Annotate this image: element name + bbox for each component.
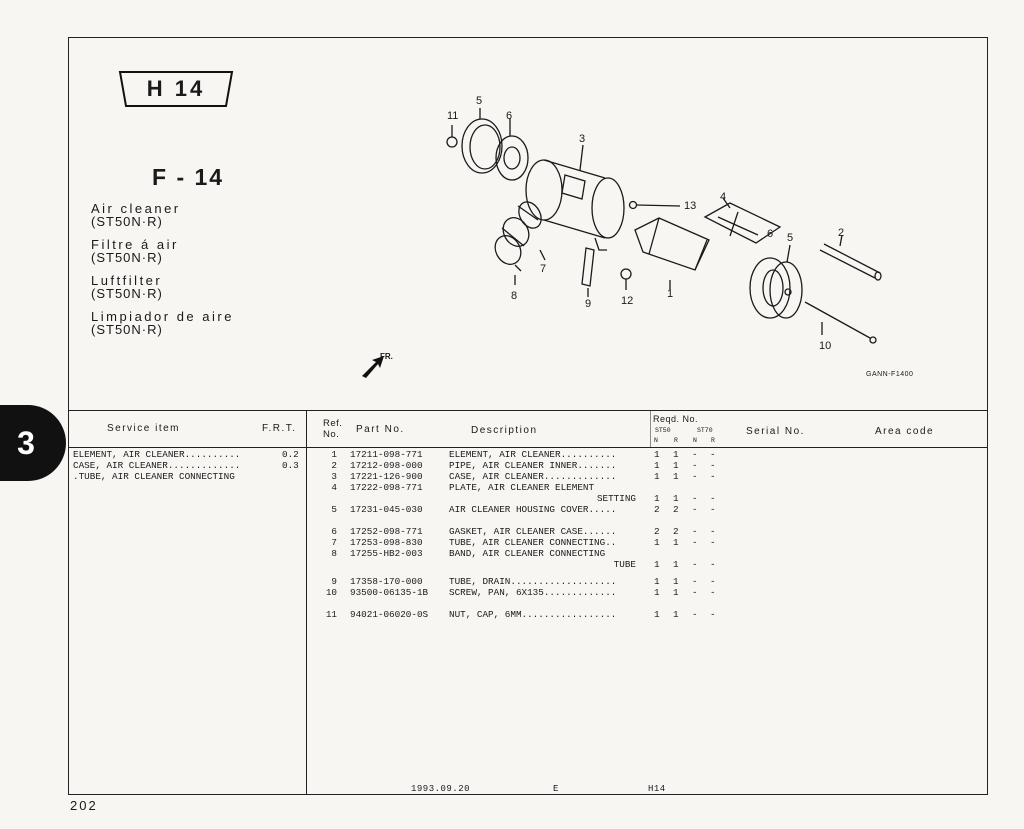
part-ref: 9 — [331, 576, 337, 587]
part-st50-n: 1 — [654, 587, 660, 598]
part-part-no: 93500-06135-1B — [350, 587, 429, 598]
part-2-pipe — [820, 235, 881, 280]
part-ref: 10 — [325, 587, 337, 598]
footer-code: H14 — [648, 784, 666, 794]
callout-1: 1 — [667, 288, 674, 300]
part-st50-r: 1 — [673, 609, 679, 620]
part-part-no: 17231-045-030 — [350, 504, 423, 515]
part-part-no: 17358-170-000 — [350, 576, 423, 587]
part-st50-r: 2 — [673, 526, 679, 537]
part-st50-r: 1 — [673, 493, 679, 504]
header-st50-n: N — [654, 437, 658, 444]
callout-13: 13 — [684, 200, 697, 212]
title-german: Luftfilter (ST50N·R) — [91, 273, 163, 301]
part-st70-n: - — [692, 609, 698, 620]
section-tab[interactable]: 3 — [0, 405, 66, 481]
header-serial-no: Serial No. — [746, 426, 805, 437]
leader-7 — [540, 250, 545, 260]
title-spanish: Limpiador de aire (ST50N·R) — [91, 309, 234, 337]
part-st50-r: 2 — [673, 504, 679, 515]
part-part-no: 17212-098-000 — [350, 460, 423, 471]
part-st70-n: - — [692, 526, 698, 537]
part-st70-r: - — [710, 537, 716, 548]
part-ref: 2 — [331, 460, 337, 471]
part-st70-r: - — [710, 576, 716, 587]
callout-3: 3 — [579, 133, 586, 145]
part-desc: NUT, CAP, 6MM................. — [449, 609, 617, 620]
callout-7: 7 — [540, 263, 547, 275]
part-st70-n: - — [692, 559, 698, 570]
part-ref: 1 — [331, 449, 337, 460]
part-st70-r: - — [710, 504, 716, 515]
part-st50-r: 1 — [673, 460, 679, 471]
part-desc: TUBE, DRAIN................... — [449, 576, 617, 587]
part-st70-r: - — [710, 449, 716, 460]
part-st70-r: - — [710, 493, 716, 504]
diagram-code: GANN-F1400 — [866, 371, 914, 378]
part-st50-n: 1 — [654, 493, 660, 504]
part-st70-r: - — [710, 526, 716, 537]
callout-12: 12 — [621, 295, 634, 307]
part-11-nut — [447, 125, 457, 147]
service-frt: 0.2 — [282, 449, 299, 460]
callout-11: 11 — [447, 110, 459, 122]
part-st70-r: - — [710, 471, 716, 482]
header-st50-r: R — [674, 437, 678, 444]
part-10-long-screw — [805, 302, 876, 343]
header-service-item: Service item — [107, 423, 181, 434]
part-st70-n: - — [692, 587, 698, 598]
figure-number: F - 14 — [152, 164, 225, 190]
service-item: CASE, AIR CLEANER............. — [73, 460, 241, 471]
part-st50-n: 1 — [654, 559, 660, 570]
part-st70-n: - — [692, 460, 698, 471]
part-st70-r: - — [710, 587, 716, 598]
part-st70-r: - — [710, 460, 716, 471]
callout-4: 4 — [720, 191, 727, 203]
part-12-nut — [621, 269, 631, 290]
part-part-no: 17221-126-900 — [350, 471, 423, 482]
part-st50-n: 1 — [654, 609, 660, 620]
part-part-no: 17252-098-771 — [350, 526, 423, 537]
part-7-connecting-tube — [498, 198, 546, 251]
part-ref: 11 — [325, 609, 337, 620]
part-part-no: 17255-HB2-003 — [350, 548, 423, 559]
callout-8: 8 — [511, 290, 518, 302]
table-top-rule — [68, 410, 988, 411]
part-6-gasket-left — [496, 118, 528, 180]
page-code: H 14 — [146, 76, 206, 101]
part-st50-n: 1 — [654, 471, 660, 482]
part-st50-n: 1 — [654, 460, 660, 471]
part-desc: PIPE, AIR CLEANER INNER....... — [449, 460, 617, 471]
part-st50-n: 1 — [654, 576, 660, 587]
part-st70-n: - — [692, 504, 698, 515]
part-st50-n: 2 — [654, 526, 660, 537]
part-st70-r: - — [710, 559, 716, 570]
footer-edition: E — [553, 784, 559, 794]
part-13-screw — [630, 202, 681, 209]
callout-6b: 6 — [767, 228, 774, 240]
part-desc-continued: SETTING — [596, 493, 636, 504]
part-st50-r: 1 — [673, 559, 679, 570]
part-part-no: 94021-06020-0S — [350, 609, 429, 620]
part-desc: TUBE, AIR CLEANER CONNECTING.. — [449, 537, 617, 548]
part-st50-n: 1 — [654, 449, 660, 460]
footer-date: 1993.09.20 — [411, 784, 471, 794]
part-desc-continued: TUBE — [613, 559, 636, 570]
callout-5b: 5 — [787, 232, 794, 244]
title-french: Filtre á air (ST50N·R) — [91, 237, 179, 265]
header-st70-r: R — [711, 437, 715, 444]
part-ref: 4 — [331, 482, 337, 493]
part-desc: ELEMENT, AIR CLEANER.......... — [449, 449, 617, 460]
part-desc: SCREW, PAN, 6X135............. — [449, 587, 617, 598]
header-part-no: Part No. — [356, 424, 405, 435]
part-9-drain-tube — [582, 248, 594, 297]
part-part-no: 17222-098-771 — [350, 482, 423, 493]
header-st50: ST50 — [655, 427, 671, 434]
callout-5a: 5 — [476, 95, 483, 107]
callout-9: 9 — [585, 298, 592, 310]
header-area-code: Area code — [875, 426, 935, 437]
title-english: Air cleaner (ST50N·R) — [91, 201, 181, 229]
part-part-no: 17211-098-771 — [350, 449, 423, 460]
part-desc: BAND, AIR CLEANER CONNECTING — [449, 548, 606, 559]
part-st50-r: 1 — [673, 576, 679, 587]
part-ref: 7 — [331, 537, 337, 548]
header-ref-no: Ref. No. — [323, 418, 343, 440]
part-st50-n: 1 — [654, 537, 660, 548]
part-st70-r: - — [710, 609, 716, 620]
page-number: 202 — [70, 798, 98, 813]
callout-10: 10 — [819, 340, 832, 352]
part-desc: GASKET, AIR CLEANER CASE...... — [449, 526, 617, 537]
part-desc: AIR CLEANER HOUSING COVER..... — [449, 504, 617, 515]
part-st70-n: - — [692, 537, 698, 548]
part-st50-n: 2 — [654, 504, 660, 515]
exploded-parts-diagram — [350, 90, 910, 360]
front-label: FR. — [380, 352, 393, 361]
part-part-no: 17253-098-830 — [350, 537, 423, 548]
title-block — [91, 202, 234, 336]
page-code-badge — [118, 70, 234, 108]
header-description: Description — [471, 425, 538, 436]
service-frt: 0.3 — [282, 460, 299, 471]
part-ref: 5 — [331, 504, 337, 515]
header-st70: ST70 — [697, 427, 713, 434]
callout-2: 2 — [838, 227, 845, 239]
part-st70-n: - — [692, 449, 698, 460]
header-st70-n: N — [693, 437, 697, 444]
part-ref: 6 — [331, 526, 337, 537]
reqd-column-divider — [650, 410, 651, 447]
part-ref: 8 — [331, 548, 337, 559]
front-direction-indicator — [360, 350, 400, 385]
part-st70-n: - — [692, 576, 698, 587]
service-column-divider — [306, 410, 307, 795]
part-ref: 3 — [331, 471, 337, 482]
table-header-rule — [68, 447, 988, 448]
part-st50-r: 1 — [673, 587, 679, 598]
part-st70-n: - — [692, 471, 698, 482]
part-1-element — [635, 218, 709, 290]
part-st50-r: 1 — [673, 449, 679, 460]
part-st50-r: 1 — [673, 537, 679, 548]
callout-6a: 6 — [506, 110, 513, 122]
part-desc: PLATE, AIR CLEANER ELEMENT — [449, 482, 595, 493]
part-desc: CASE, AIR CLEANER............. — [449, 471, 617, 482]
service-item: .TUBE, AIR CLEANER CONNECTING — [73, 471, 235, 482]
part-3-case — [526, 145, 624, 250]
header-frt: F.R.T. — [262, 423, 297, 434]
part-st70-n: - — [692, 493, 698, 504]
part-st50-r: 1 — [673, 471, 679, 482]
part-8-band — [490, 231, 526, 285]
service-item: ELEMENT, AIR CLEANER.......... — [73, 449, 241, 460]
header-reqd-no: Reqd. No. — [653, 414, 699, 424]
